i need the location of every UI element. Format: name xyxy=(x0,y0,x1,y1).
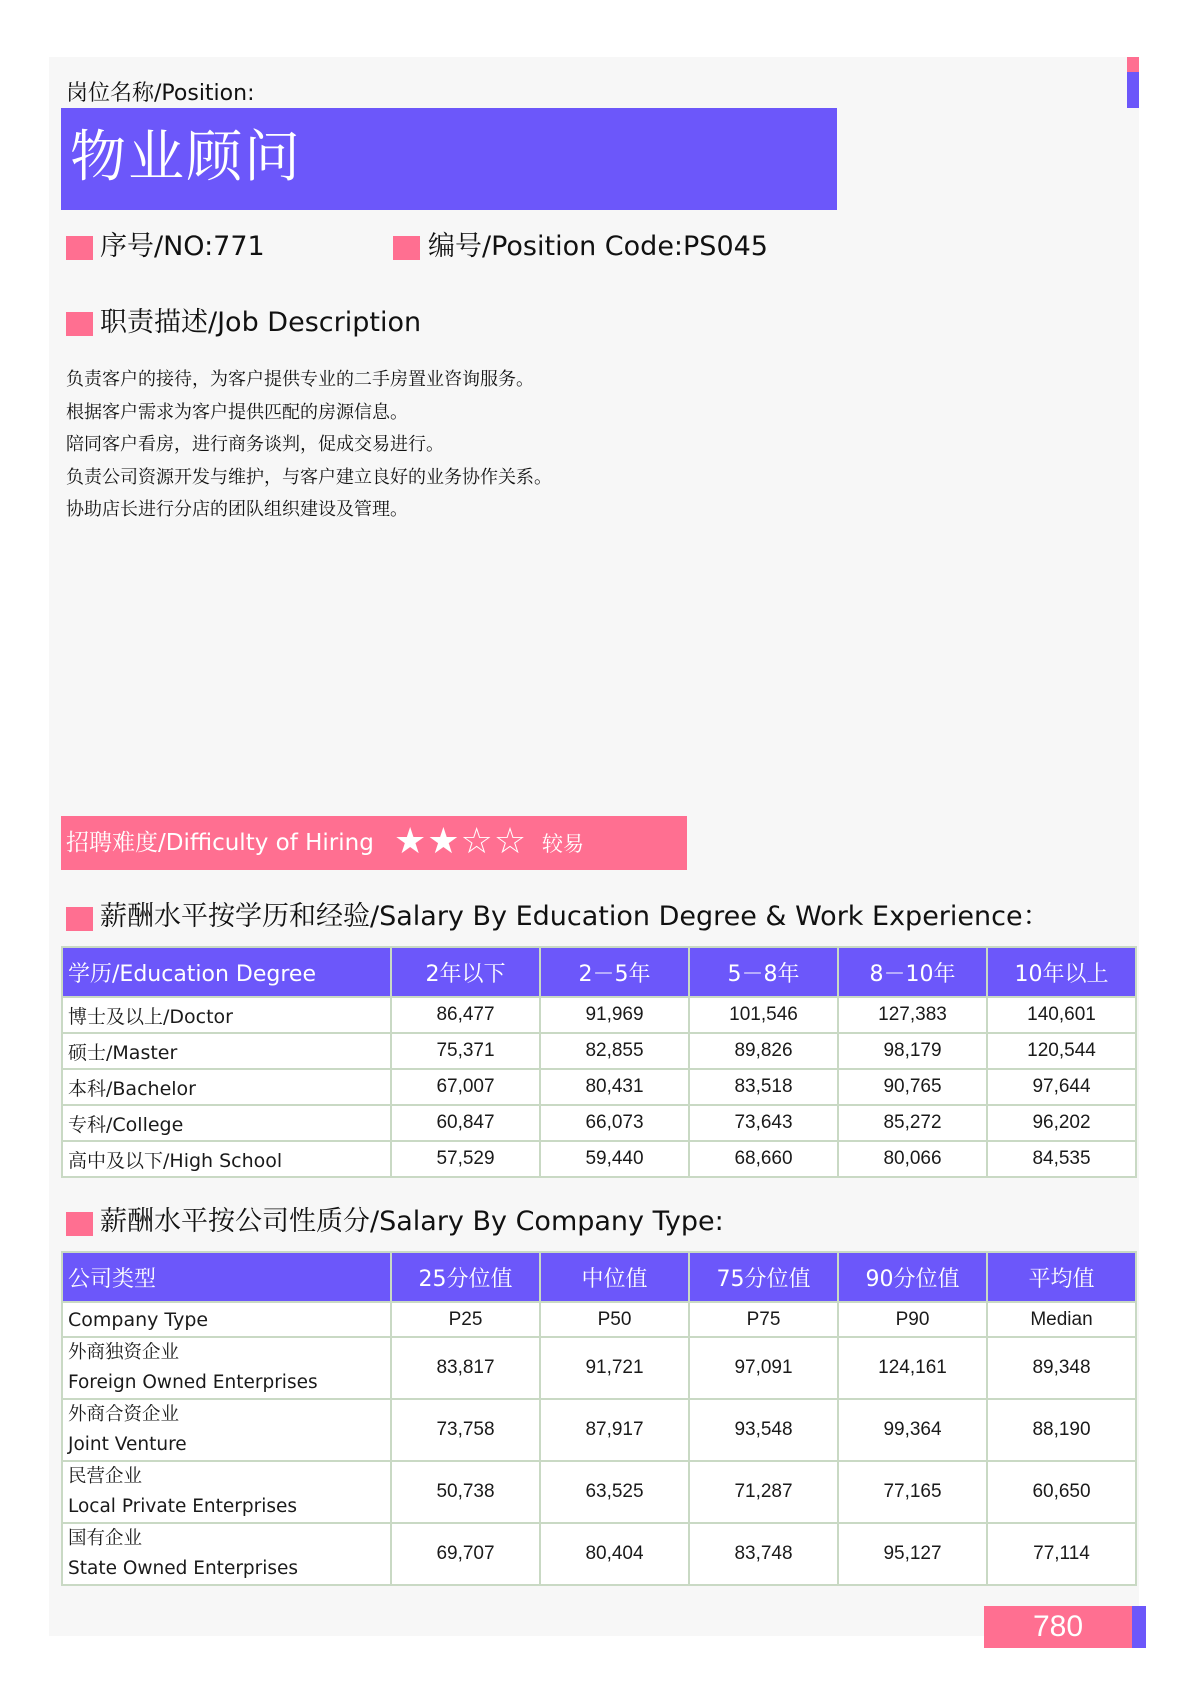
company-type-cn: 外商独资企业 xyxy=(68,1342,180,1363)
job-description-heading: 职责描述/Job Description xyxy=(100,307,422,338)
job-description-line: 陪同客户看房，进行商务谈判，促成交易进行。 xyxy=(66,434,444,455)
column-header: 2年以下 xyxy=(391,947,540,997)
row-label xyxy=(62,1461,391,1523)
row-label: Company Type xyxy=(62,1302,391,1337)
table-cell: 83,748 xyxy=(689,1523,838,1585)
table-cell: 83,817 xyxy=(391,1337,540,1399)
position-number: 序号/NO:771 xyxy=(100,231,265,262)
bullet-square-icon xyxy=(393,236,420,260)
bullet-square-icon xyxy=(66,907,93,931)
table-cell: 71,287 xyxy=(689,1461,838,1523)
column-header: 10年以上 xyxy=(987,947,1136,997)
table-cell: 101,546 xyxy=(689,997,838,1033)
table-cell: 96,202 xyxy=(987,1105,1136,1141)
table-cell: 98,179 xyxy=(838,1033,987,1069)
corner-accent-pink xyxy=(1127,57,1139,72)
page-number: 780 xyxy=(1032,1610,1084,1643)
table-row xyxy=(62,1523,1136,1585)
job-description-line: 协助店长进行分店的团队组织建设及管理。 xyxy=(66,499,408,520)
table-cell: 89,826 xyxy=(689,1033,838,1069)
company-type-cn: 民营企业 xyxy=(68,1466,143,1487)
company-type-en: Foreign Owned Enterprises xyxy=(68,1372,318,1393)
table-cell: 80,431 xyxy=(540,1069,689,1105)
corner-accent-purple xyxy=(1127,72,1139,108)
table-cell: 67,007 xyxy=(391,1069,540,1105)
table-cell: 68,660 xyxy=(689,1141,838,1177)
page-number-accent xyxy=(1132,1606,1146,1648)
table-cell: 84,535 xyxy=(987,1141,1136,1177)
table-cell: P75 xyxy=(689,1302,838,1337)
table-cell: 97,091 xyxy=(689,1337,838,1399)
company-type-en: Joint Venture xyxy=(68,1434,187,1455)
table-cell: 124,161 xyxy=(838,1337,987,1399)
table-row xyxy=(62,997,1136,1033)
table-header-row xyxy=(62,1252,1136,1302)
company-type-en: Local Private Enterprises xyxy=(68,1496,298,1517)
table-cell: 90,765 xyxy=(838,1069,987,1105)
table-cell: 89,348 xyxy=(987,1337,1136,1399)
table-row xyxy=(62,1069,1136,1105)
table-cell: 77,165 xyxy=(838,1461,987,1523)
table-row xyxy=(62,1105,1136,1141)
company-type-cn: 外商合资企业 xyxy=(68,1404,180,1425)
table-cell: 60,650 xyxy=(987,1461,1136,1523)
table-cell: 73,758 xyxy=(391,1399,540,1461)
bullet-square-icon xyxy=(66,1212,93,1236)
table-cell: 82,855 xyxy=(540,1033,689,1069)
column-header: 90分位值 xyxy=(838,1252,987,1302)
table-cell: 95,127 xyxy=(838,1523,987,1585)
table-cell: P90 xyxy=(838,1302,987,1337)
company-type-en: State Owned Enterprises xyxy=(68,1558,299,1579)
table-cell: 120,544 xyxy=(987,1033,1136,1069)
page-title: 物业顾问 xyxy=(70,125,302,190)
salary-by-education-table xyxy=(61,946,1137,1178)
table-cell: 66,073 xyxy=(540,1105,689,1141)
difficulty-label: 招聘难度/Difficulty of Hiring xyxy=(66,830,374,856)
job-description-line: 根据客户需求为客户提供匹配的房源信息。 xyxy=(66,401,408,423)
table-cell: 80,404 xyxy=(540,1523,689,1585)
bullet-square-icon xyxy=(66,236,93,260)
table-row xyxy=(62,1461,1136,1523)
table-cell: 75,371 xyxy=(391,1033,540,1069)
table-cell: 85,272 xyxy=(838,1105,987,1141)
table-cell: 91,969 xyxy=(540,997,689,1033)
column-header: 5－8年 xyxy=(689,947,838,997)
table-row xyxy=(62,1033,1136,1069)
difficulty-level: 较易 xyxy=(542,832,584,856)
difficulty-stars-icon: ★★☆☆ xyxy=(394,821,528,862)
row-label: 本科/Bachelor xyxy=(62,1069,391,1105)
column-header: 25分位值 xyxy=(391,1252,540,1302)
table-cell: 93,548 xyxy=(689,1399,838,1461)
table-row xyxy=(62,1141,1136,1177)
row-label xyxy=(62,1399,391,1461)
row-label: 高中及以下/High School xyxy=(62,1141,391,1177)
table-cell: 73,643 xyxy=(689,1105,838,1141)
job-description-line: 负责客户的接待，为客户提供专业的二手房置业咨询服务。 xyxy=(66,369,534,390)
column-header: 学历/Education Degree xyxy=(62,947,391,997)
position-code: 编号/Position Code:PS045 xyxy=(428,231,768,262)
column-header: 75分位值 xyxy=(689,1252,838,1302)
table-cell: 127,383 xyxy=(838,997,987,1033)
table-cell: 63,525 xyxy=(540,1461,689,1523)
table-header-row xyxy=(62,947,1136,997)
job-description-line: 负责公司资源开发与维护，与客户建立良好的业务协作关系。 xyxy=(66,466,552,488)
column-header: 中位值 xyxy=(540,1252,689,1302)
table-cell: P50 xyxy=(540,1302,689,1337)
table-cell: P25 xyxy=(391,1302,540,1337)
table-cell: 59,440 xyxy=(540,1141,689,1177)
table-subheader-row xyxy=(62,1302,1136,1337)
table-cell: 83,518 xyxy=(689,1069,838,1105)
company-table-heading: 薪酬水平按公司性质分/Salary By Company Type: xyxy=(100,1206,724,1237)
table-cell: 99,364 xyxy=(838,1399,987,1461)
column-header: 公司类型 xyxy=(62,1252,391,1302)
table-cell: 50,738 xyxy=(391,1461,540,1523)
row-label xyxy=(62,1523,391,1585)
table-cell: 97,644 xyxy=(987,1069,1136,1105)
table-cell: 140,601 xyxy=(987,997,1136,1033)
bullet-square-icon xyxy=(66,312,93,336)
salary-by-company-table xyxy=(61,1251,1137,1586)
position-label: 岗位名称/Position: xyxy=(66,81,255,106)
column-header: 2－5年 xyxy=(540,947,689,997)
row-label: 博士及以上/Doctor xyxy=(62,997,391,1033)
edu-table-heading: 薪酬水平按学历和经验/Salary By Education Degree & Work Experience： xyxy=(100,901,1050,932)
table-cell: 80,066 xyxy=(838,1141,987,1177)
column-header: 平均值 xyxy=(987,1252,1136,1302)
table-cell: 86,477 xyxy=(391,997,540,1033)
table-cell: 88,190 xyxy=(987,1399,1136,1461)
table-row xyxy=(62,1337,1136,1399)
column-header: 8－10年 xyxy=(838,947,987,997)
company-type-cn: 国有企业 xyxy=(68,1528,143,1549)
table-cell: 60,847 xyxy=(391,1105,540,1141)
job-description-list xyxy=(66,364,552,527)
table-cell: 69,707 xyxy=(391,1523,540,1585)
row-label xyxy=(62,1337,391,1399)
table-cell: 91,721 xyxy=(540,1337,689,1399)
row-label: 专科/College xyxy=(62,1105,391,1141)
table-cell: 87,917 xyxy=(540,1399,689,1461)
table-cell: Median xyxy=(987,1302,1136,1337)
table-cell: 77,114 xyxy=(987,1523,1136,1585)
table-cell: 57,529 xyxy=(391,1141,540,1177)
table-row xyxy=(62,1399,1136,1461)
row-label: 硕士/Master xyxy=(62,1033,391,1069)
